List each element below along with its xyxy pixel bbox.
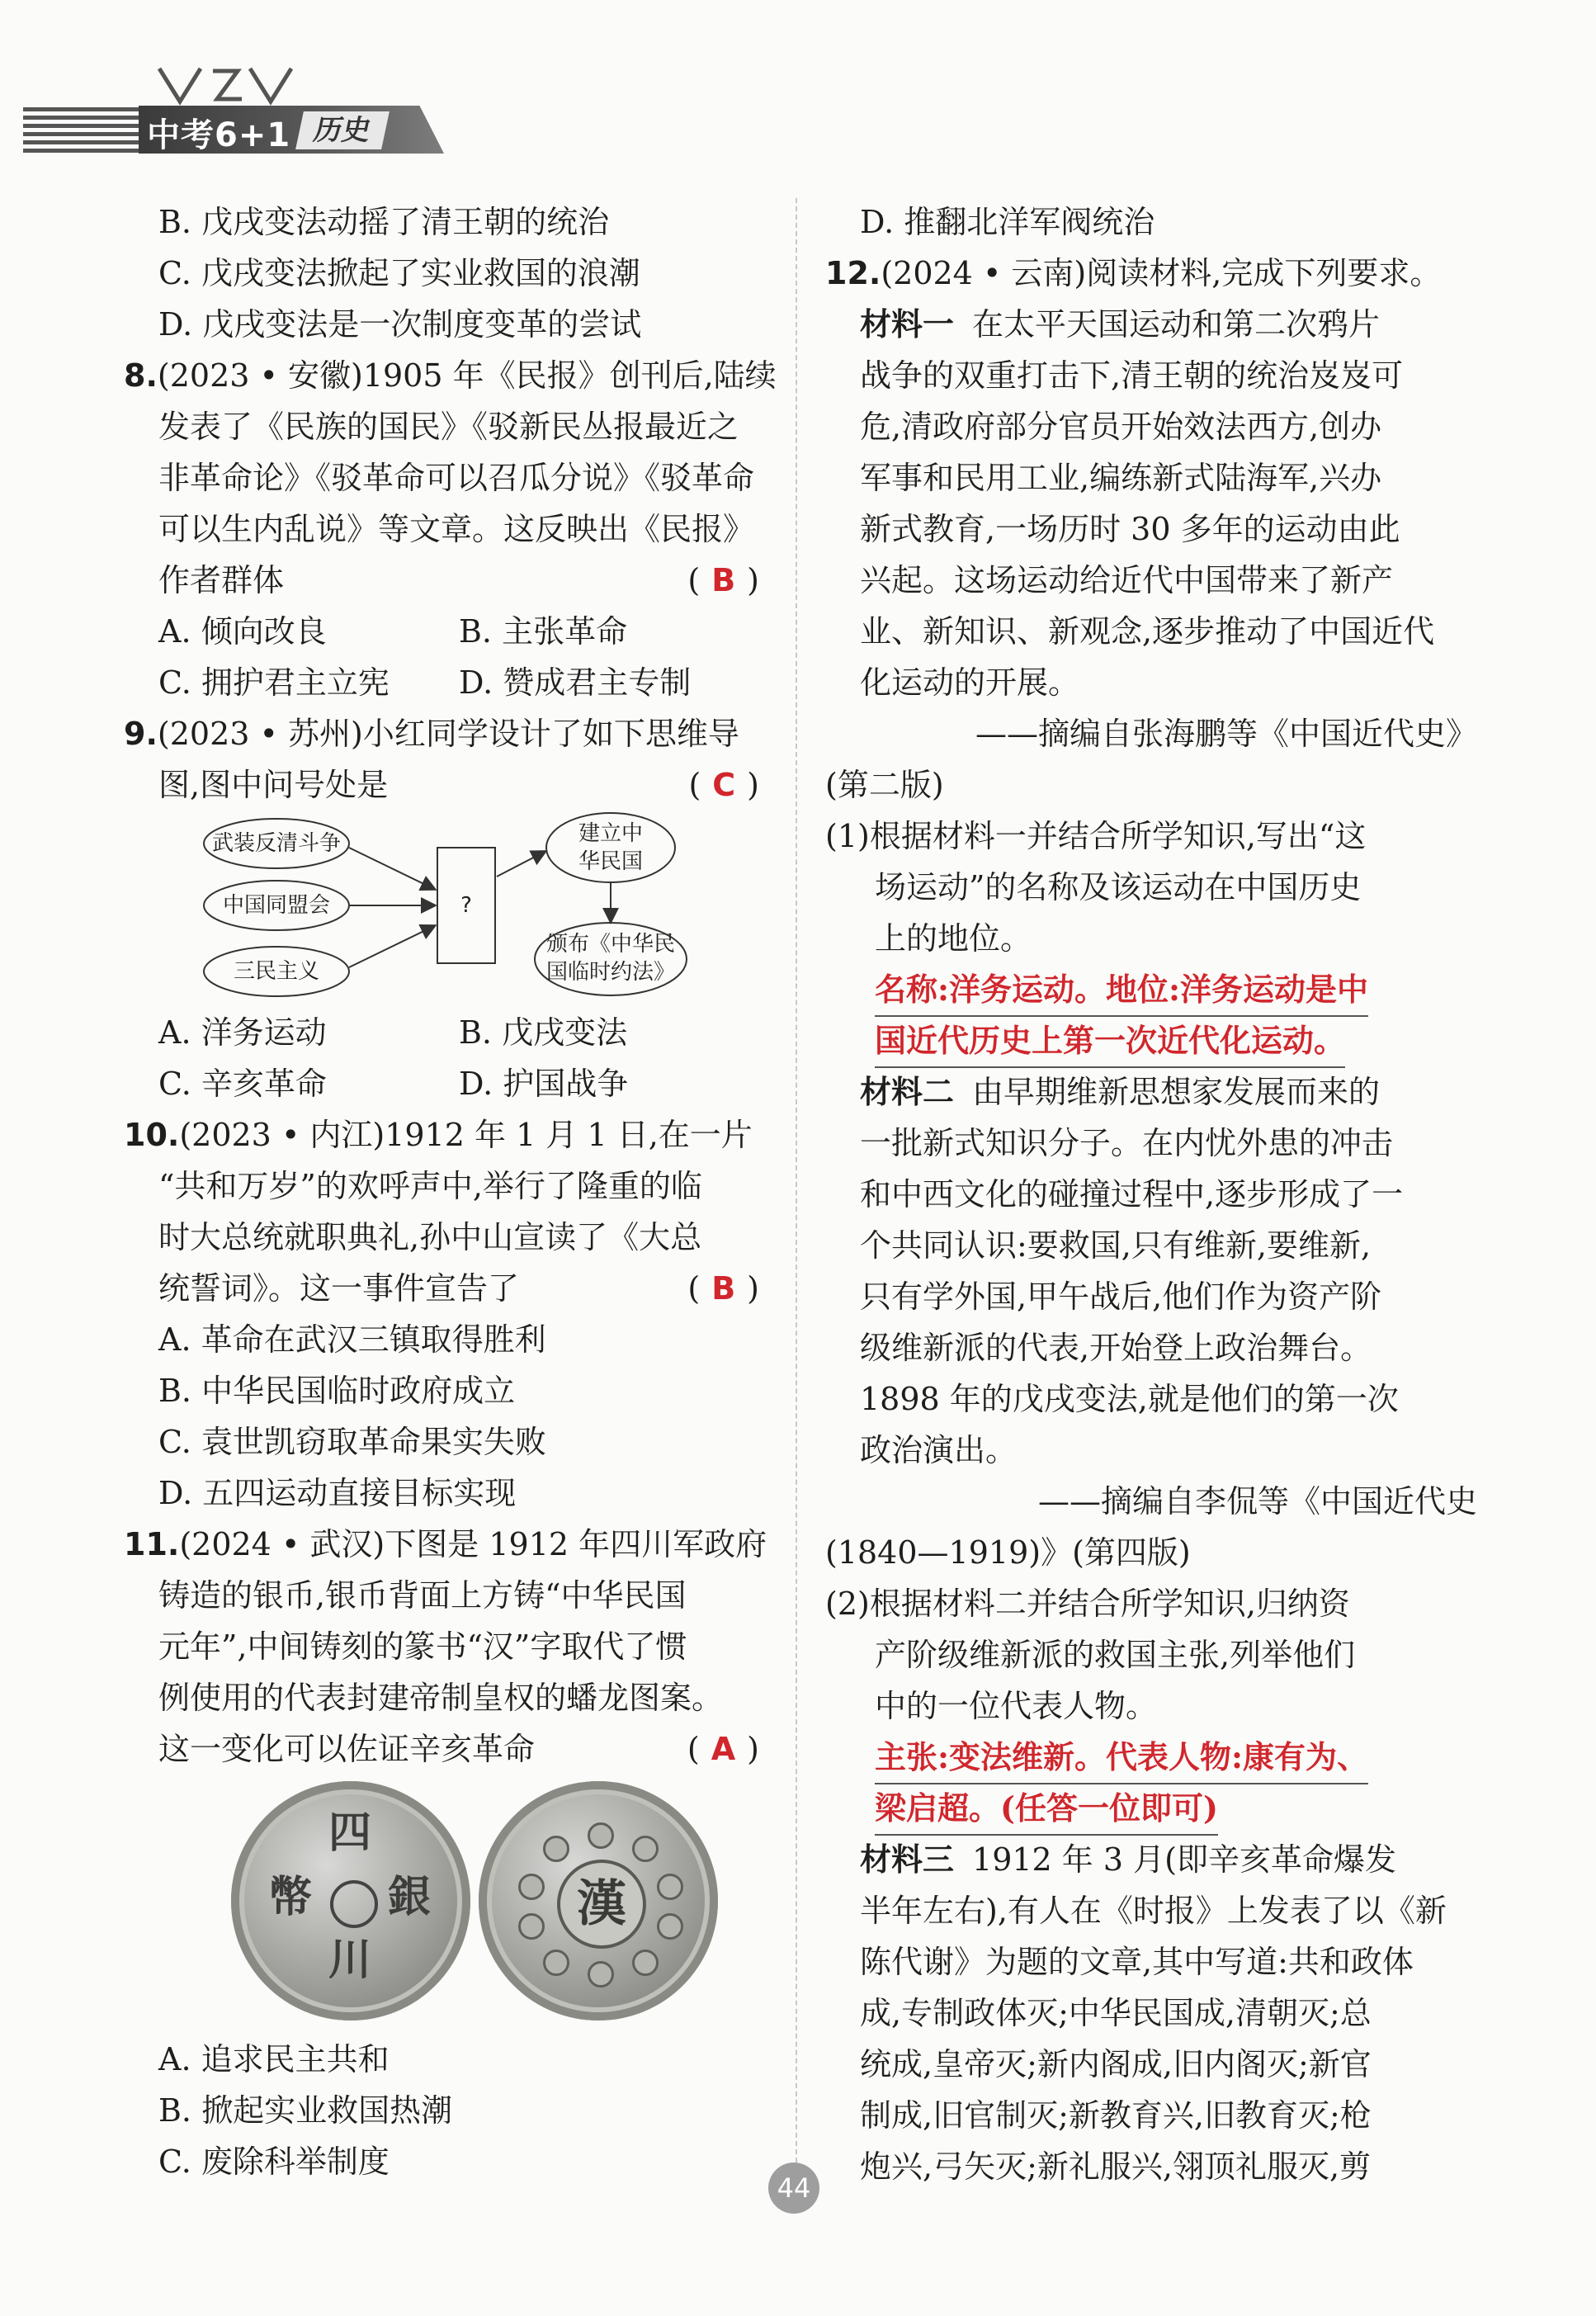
- question-line: 铸造的银币,银币背面上方铸“中华民国: [158, 1577, 687, 1614]
- option-line: A. 革命在武汉三镇取得胜利: [158, 1321, 546, 1358]
- mind-map-node: 华民国: [578, 849, 643, 874]
- material-line: 政治演出。: [860, 1432, 1018, 1468]
- answer-letter: B: [711, 562, 736, 598]
- question-number: 8.: [124, 357, 158, 394]
- material-line: 只有学外国,甲午战后,他们作为资产阶: [860, 1279, 1382, 1315]
- options-row: [124, 657, 759, 708]
- option-line: D. 五四运动直接目标实现: [158, 1475, 517, 1511]
- mind-map-diagram: [198, 811, 693, 1000]
- option: B. 戊戌变法: [459, 1014, 628, 1051]
- material-line: 兴起。这场运动给近代中国带来了新产: [860, 562, 1394, 598]
- option-line: A. 追求民主共和: [158, 2041, 390, 2077]
- material-line: 陈代谢》为题的文章,其中写道:共和政体: [860, 1944, 1414, 1980]
- material-line: 战争的双重打击下,清王朝的统治岌岌可: [860, 357, 1404, 394]
- option: B. 主张革命: [459, 613, 628, 650]
- answer-bracket: ( B ): [687, 1270, 759, 1307]
- handwritten-answer: 名称:洋务运动。地位:洋务运动是中: [875, 964, 1368, 1017]
- question-line: “共和万岁”的欢呼声中,举行了隆重的临: [158, 1168, 702, 1204]
- right-column: [825, 196, 1477, 2192]
- material-source: ——摘编自李侃等《中国近代史: [1037, 1483, 1477, 1520]
- option-line: C. 戊戌变法掀起了实业救国的浪潮: [158, 255, 640, 291]
- option-line: B. 中华民国临时政府成立: [158, 1373, 516, 1409]
- material-line: 个共同认识:要救国,只有维新,要维新,: [860, 1227, 1372, 1264]
- material-line: 和中西文化的碰撞过程中,逐步形成了一: [860, 1176, 1404, 1212]
- material-label: 材料一: [860, 305, 955, 343]
- silver-coin-images: [231, 1781, 726, 2029]
- material-line: 半年左右),有人在《时报》上发表了以《新: [860, 1893, 1447, 1929]
- question-12-line: 12.(2024 • 云南)阅读材料,完成下列要求。: [825, 255, 1442, 291]
- answer-line: [825, 1015, 1477, 1066]
- material-line: 炮兴,弓矢灭;新礼服兴,翎顶礼服灭,剪: [860, 2148, 1372, 2185]
- answer-letter: B: [711, 1270, 736, 1307]
- sub-question-line: 产阶级维新派的救国主张,列举他们: [875, 1637, 1356, 1673]
- material-label: 材料三: [860, 1841, 955, 1878]
- option-line: B. 戊戌变法动摇了清王朝的统治: [158, 204, 610, 240]
- material-line: 业、新知识、新观念,逐步推动了中国近代: [860, 613, 1435, 650]
- option-line: C. 袁世凯窃取革命果实失败: [158, 1424, 546, 1460]
- flower-emblem-icon: [330, 1880, 378, 1928]
- option: C. 拥护君主立宪: [158, 664, 390, 701]
- option: C. 辛亥革命: [158, 1066, 327, 1102]
- material-source: (1840—1919)》(第四版): [825, 1534, 1191, 1571]
- material-line: 成,专制政体灭;中华民国成,清朝灭;总: [860, 1995, 1372, 2031]
- option: A. 倾向改良: [158, 613, 327, 650]
- answer-bracket: ( B ): [687, 562, 759, 598]
- header-stripes: [23, 107, 147, 154]
- handwritten-answer: 梁启超。(任答一位即可): [875, 1783, 1218, 1836]
- mind-map-node: 中国同盟会: [222, 893, 330, 918]
- option-line: D. 推翻北洋军阀统治: [860, 204, 1155, 240]
- mind-map-node: 颁布《中华民: [545, 932, 675, 957]
- material-line: 材料二 由早期维新思想家发展而来的: [860, 1073, 1381, 1110]
- coin-back-image: [479, 1781, 718, 2021]
- material-line: 化运动的开展。: [860, 664, 1080, 701]
- handwritten-answer: 国近代历史上第一次近代化运动。: [875, 1015, 1345, 1068]
- question-number: 12.: [825, 255, 881, 291]
- question-number: 10.: [124, 1117, 180, 1153]
- page-number: 44: [768, 2162, 819, 2214]
- left-column: [124, 196, 777, 2187]
- material-line: 级维新派的代表,开始登上政治舞台。: [860, 1330, 1372, 1366]
- question-line: 发表了《民族的国民》《驳新民丛报最近之: [158, 409, 739, 445]
- question-line: 统誓词》。这一事件宣告了 ( B ): [124, 1263, 759, 1314]
- material-line: 军事和民用工业,编练新式陆海军,兴办: [860, 460, 1382, 496]
- options-row: [124, 606, 759, 657]
- mind-map-node: 建立中: [578, 821, 643, 846]
- option-line: C. 废除科举制度: [158, 2143, 390, 2180]
- seal-character: 漢: [557, 1860, 646, 1949]
- answer-line: [825, 1732, 1477, 1783]
- question-line: 这一变化可以佐证辛亥革命 ( A ): [124, 1723, 759, 1775]
- question-line: 元年”,中间铸刻的篆书“汉”字取代了惯: [158, 1628, 687, 1665]
- page-header: [23, 64, 452, 155]
- material-line: 危,清政府部分官员开始效法西方,创办: [860, 409, 1382, 445]
- option: D. 护国战争: [459, 1066, 629, 1102]
- material-source: ——摘编自张海鹏等《中国近代史》: [975, 716, 1477, 752]
- material-label: 材料二: [860, 1073, 955, 1110]
- answer-letter: C: [712, 767, 736, 803]
- option-line: D. 戊戌变法是一次制度变革的尝试: [158, 306, 642, 343]
- question-line: 可以生内乱说》等文章。这反映出《民报》: [158, 511, 755, 547]
- mind-map-node: 武装反清斗争: [211, 831, 341, 856]
- subject-label: 历史: [295, 111, 390, 149]
- question-number: 11.: [124, 1526, 180, 1562]
- material-line: 新式教育,一场历时 30 多年的运动由此: [860, 511, 1400, 547]
- answer-bracket: ( A ): [687, 1731, 759, 1767]
- material-line: 一批新式知识分子。在内忧外患的冲击: [860, 1125, 1394, 1161]
- answer-bracket: ( C ): [688, 767, 759, 803]
- sub-question-line: (2)根据材料二并结合所学知识,归纳资: [825, 1586, 1350, 1622]
- material-line: 材料三 1912 年 3 月(即辛亥革命爆发: [860, 1841, 1396, 1878]
- option: D. 赞成君主专制: [459, 664, 692, 701]
- logo-decoration-icon: [155, 64, 295, 106]
- answer-line: [825, 964, 1477, 1015]
- question-10-line: 10.(2023 • 内江)1912 年 1 月 1 日,在一片: [124, 1117, 753, 1153]
- question-number: 9.: [124, 716, 158, 752]
- column-divider: [796, 198, 797, 2162]
- options-row: [124, 1058, 759, 1109]
- sub-question-line: 中的一位代表人物。: [875, 1688, 1158, 1724]
- sub-question-line: 上的地位。: [875, 920, 1032, 957]
- answer-line: [825, 1783, 1477, 1834]
- question-line: 时大总统就职典礼,孙中山宣读了《大总: [158, 1219, 702, 1255]
- material-source: (第二版): [825, 767, 944, 803]
- sub-question-line: 场运动”的名称及该运动在中国历史: [875, 869, 1362, 905]
- handwritten-answer: 主张:变法维新。代表人物:康有为、: [875, 1732, 1368, 1784]
- sub-question-line: (1)根据材料一并结合所学知识,写出“这: [825, 818, 1367, 854]
- options-row: [124, 1007, 759, 1058]
- material-line: 统成,皇帝灭;新内阁成,旧内阁灭;新官: [860, 2046, 1372, 2082]
- material-line: 制成,旧官制灭;新教育兴,旧教育灭;枪: [860, 2097, 1372, 2134]
- question-line: 例使用的代表封建帝制皇权的蟠龙图案。: [158, 1680, 724, 1716]
- question-8-line: 8.(2023 • 安徽)1905 年《民报》创刊后,陆续: [124, 357, 777, 394]
- mind-map-node: 三民主义: [233, 959, 319, 984]
- series-title: 中考6+1: [147, 116, 291, 154]
- mind-map-node: 国临时约法》: [545, 960, 675, 985]
- coin-front-image: 四 銀 幣 川: [231, 1781, 470, 2021]
- question-line: 图,图中问号处是 ( C ): [124, 759, 759, 811]
- question-line: 作者群体 ( B ): [124, 555, 759, 606]
- answer-letter: A: [711, 1731, 736, 1767]
- material-line: 1898 年的戊戌变法,就是他们的第一次: [860, 1381, 1399, 1417]
- material-line: 材料一 在太平天国运动和第二次鸦片: [860, 305, 1381, 343]
- question-line: 非革命论》《驳革命可以召瓜分说》《驳革命: [158, 460, 755, 496]
- option-line: B. 掀起实业救国热潮: [158, 2092, 453, 2129]
- mind-map-question-box: ?: [460, 893, 472, 918]
- question-11-line: 11.(2024 • 武汉)下图是 1912 年四川军政府: [124, 1526, 767, 1562]
- option: A. 洋务运动: [158, 1014, 327, 1051]
- question-9-line: 9.(2023 • 苏州)小红同学设计了如下思维导: [124, 716, 739, 752]
